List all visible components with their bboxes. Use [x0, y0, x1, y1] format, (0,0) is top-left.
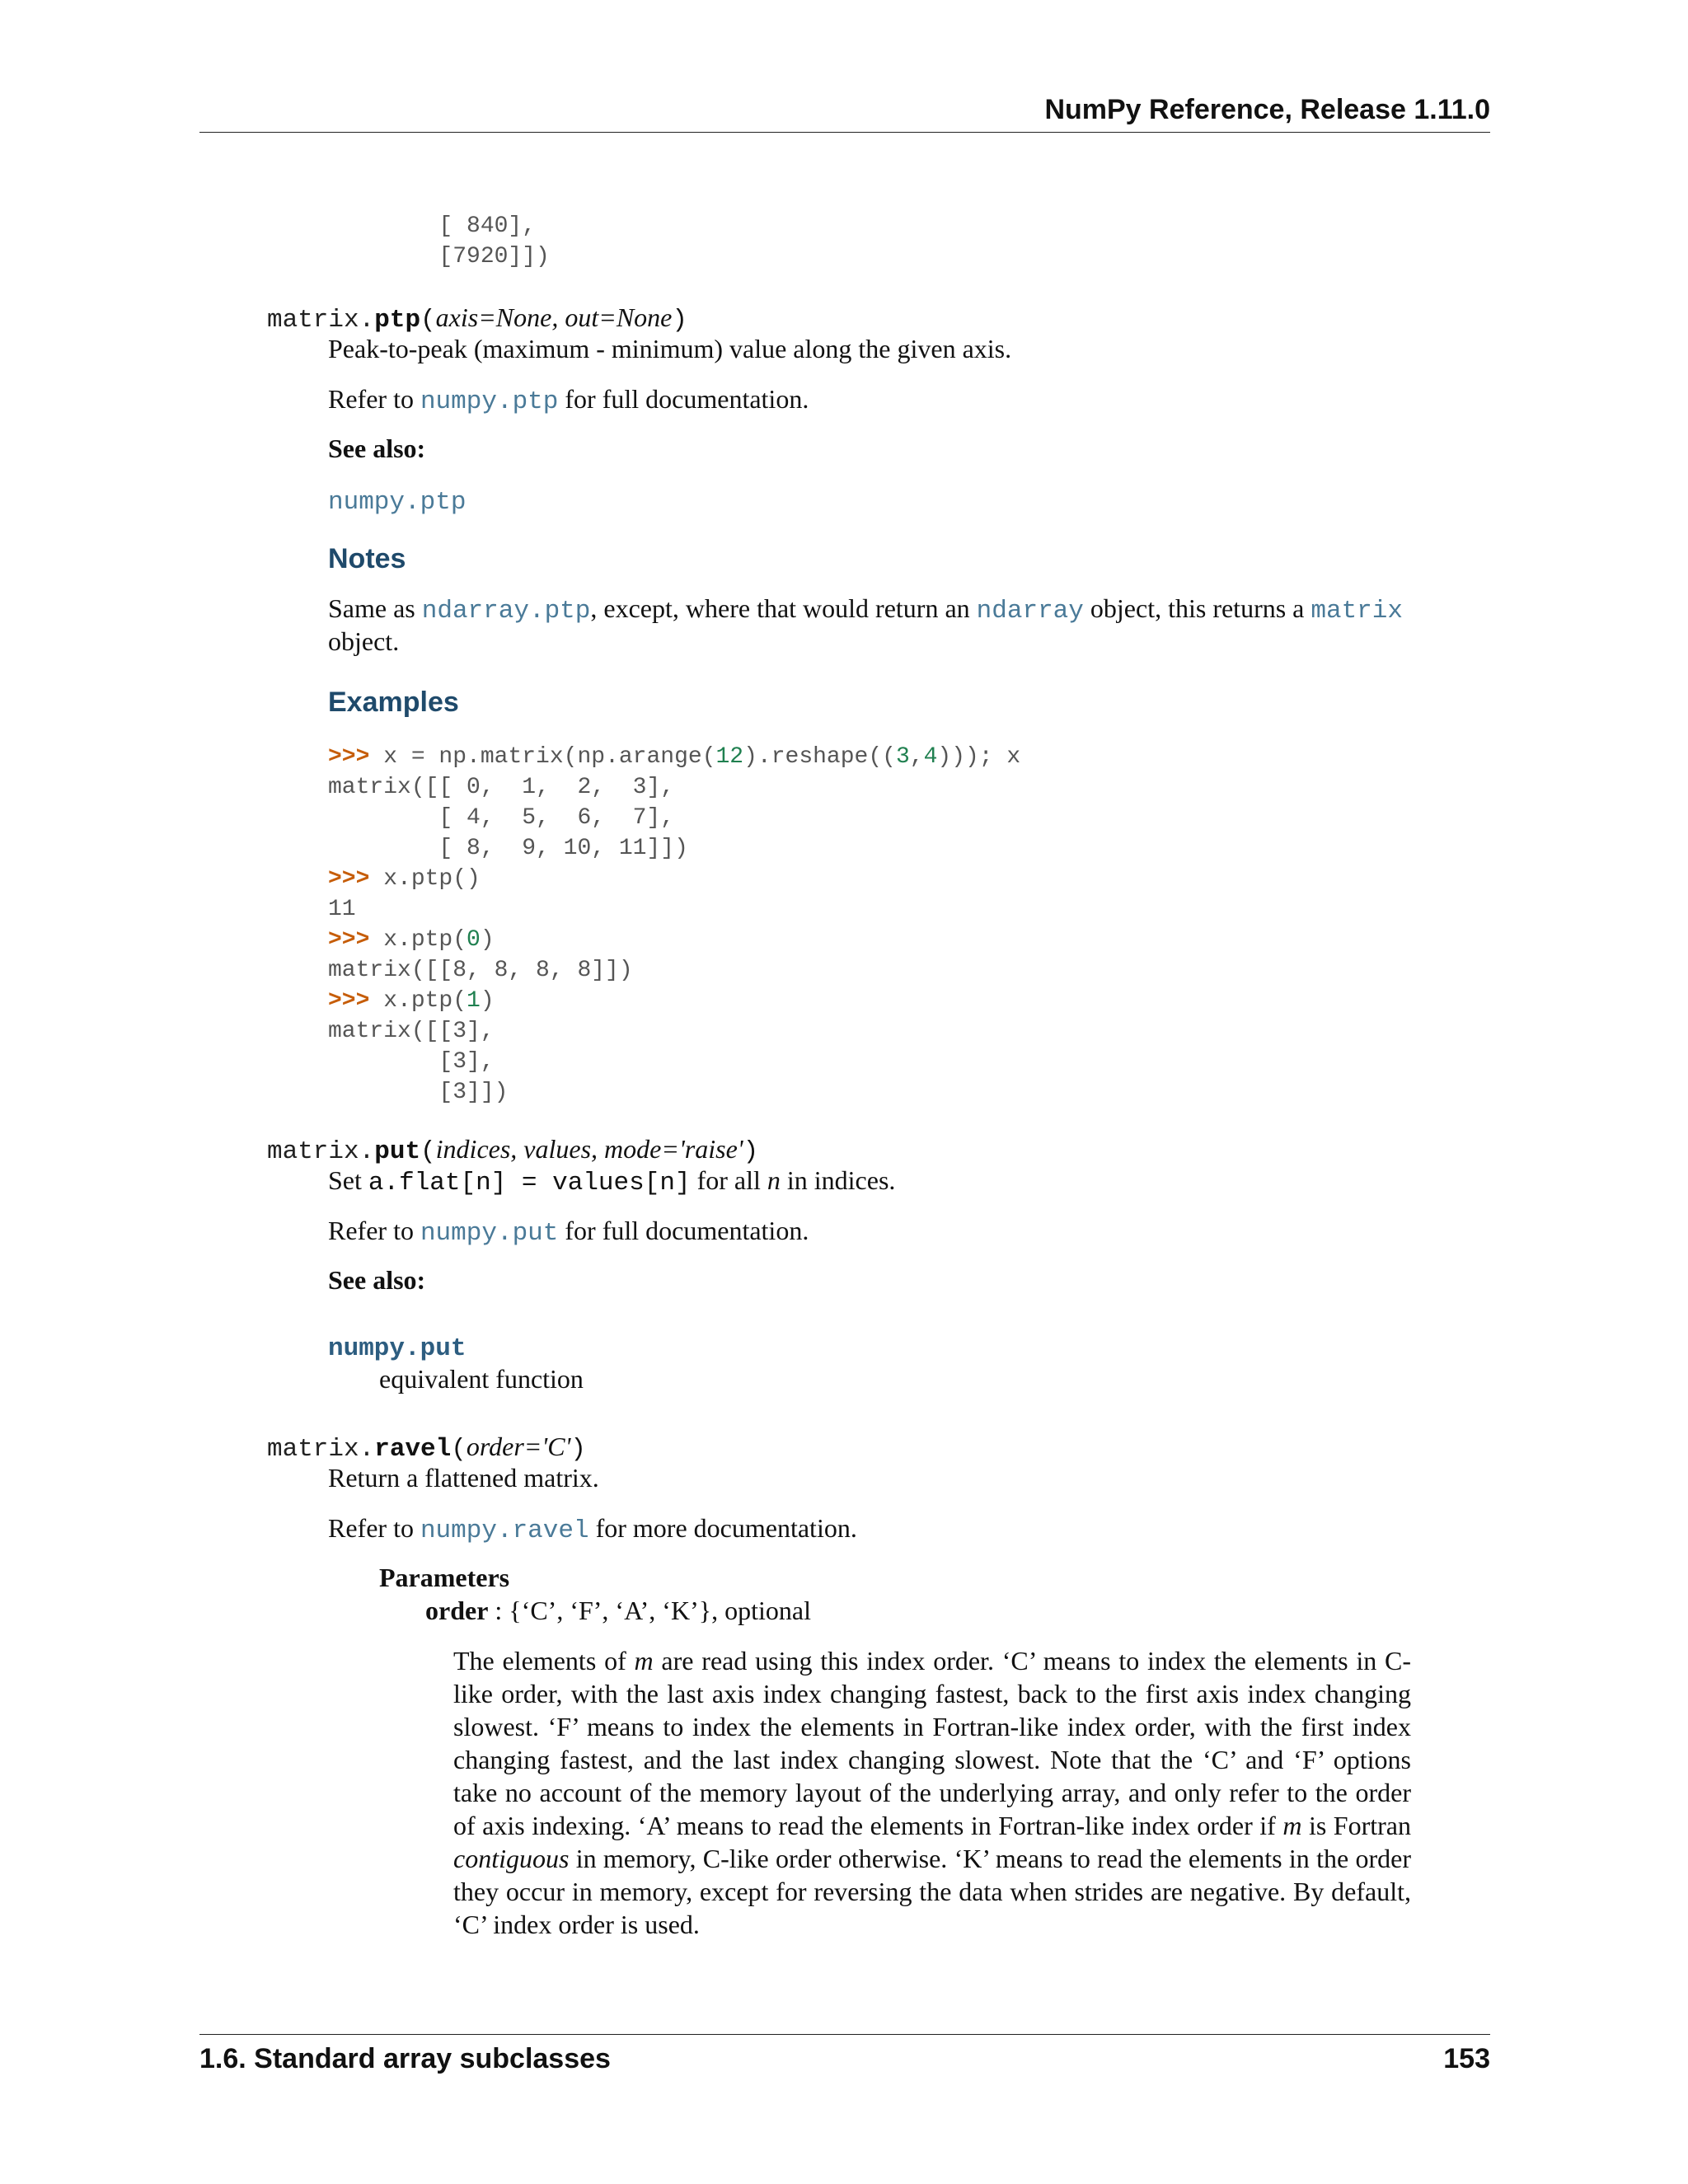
sig-class: matrix.	[267, 306, 375, 335]
summary-code: a.flat[n] = values[n]	[368, 1169, 691, 1197]
notes-text: object, this returns a	[1083, 593, 1311, 623]
desc-text: is Fortran	[1301, 1811, 1412, 1840]
link-matrix[interactable]: matrix	[1311, 597, 1403, 626]
close-paren: )	[672, 306, 687, 335]
summary-n: n	[767, 1165, 781, 1195]
code-prompt: >>>	[328, 988, 370, 1014]
code-prompt: >>>	[328, 866, 370, 892]
param-order-description	[453, 1644, 1411, 1941]
ravel-summary: Return a flattened matrix.	[328, 1463, 599, 1493]
notes-heading: Notes	[328, 543, 406, 574]
sig-params: axis=None, out=None	[435, 302, 673, 332]
page-header	[199, 91, 1490, 133]
link-numpy-put[interactable]: numpy.put	[420, 1219, 559, 1248]
put-summary	[328, 1165, 895, 1197]
link-numpy-ptp[interactable]: numpy.ptp	[420, 387, 559, 416]
sig-name: put	[374, 1137, 421, 1166]
refer-prefix: Refer to	[328, 1216, 420, 1245]
signature-ptp	[267, 302, 687, 335]
summary-text: for all	[690, 1165, 767, 1195]
signature-ravel	[267, 1432, 586, 1464]
desc-contiguous: contiguous	[453, 1844, 570, 1873]
signature-put	[267, 1134, 758, 1166]
page-number: 153	[1443, 2043, 1490, 2074]
summary-text: in indices.	[780, 1165, 896, 1195]
open-paren: (	[420, 1137, 436, 1166]
footer-section: 1.6. Standard array subclasses	[199, 2043, 611, 2074]
close-paren: )	[570, 1435, 587, 1464]
ravel-refer-line	[328, 1513, 857, 1545]
ptp-summary: Peak-to-peak (maximum - minimum) value along the given axis.	[328, 334, 1012, 363]
link-ndarray[interactable]: ndarray	[976, 597, 1084, 626]
notes-line-2: object.	[328, 626, 400, 656]
code-prompt: >>>	[328, 744, 370, 770]
desc-text: in memory, C-like order otherwise. ‘K’ means to read the elements in the order they occur in memory, except for reversing the data when strides are negative. By default, ‘C’ index order is used.	[453, 1844, 1411, 1939]
sig-name: ptp	[374, 306, 421, 335]
see-also-link-numpy-ptp[interactable]: numpy.ptp	[328, 488, 467, 517]
code-prompt: >>>	[328, 927, 370, 953]
put-see-also-label: See also:	[328, 1265, 426, 1295]
see-also-link-numpy-put[interactable]: numpy.put	[328, 1334, 467, 1363]
link-ndarray-ptp[interactable]: ndarray.ptp	[421, 597, 591, 626]
sig-class: matrix.	[267, 1435, 375, 1464]
put-refer-line	[328, 1216, 809, 1248]
desc-m: m	[1282, 1811, 1302, 1840]
ptp-refer-line	[328, 384, 809, 416]
page-footer	[199, 2034, 1490, 2075]
desc-text: are read using this index order. ‘C’ means to index the elements in C-like order, with the last axis index changing fastest, back to the first axis index changing slowest. ‘F’ means to index the elements in Fortran-like index order, with the first index changing fastest, and the last index changing slowest. Note that the ‘C’ and ‘F’ options take no account of the memory layout of the underlying array, and only refer to the order of axis indexing. ‘A’ means to read the elements in Fortran-like index order if	[453, 1646, 1412, 1840]
open-paren: (	[451, 1435, 467, 1464]
param-name: order	[425, 1596, 489, 1625]
param-order	[425, 1596, 811, 1626]
summary-text: Set	[328, 1165, 368, 1195]
refer-suffix: for more documentation.	[588, 1513, 857, 1543]
link-numpy-ravel[interactable]: numpy.ravel	[420, 1516, 589, 1545]
open-paren: (	[420, 306, 436, 335]
sig-params: indices, values, mode='raise'	[435, 1134, 743, 1164]
put-see-also-item	[328, 1331, 466, 1363]
notes-text: Same as	[328, 593, 422, 623]
refer-suffix: for full documentation.	[558, 1216, 809, 1245]
refer-suffix: for full documentation.	[558, 384, 809, 414]
parameters-label: Parameters	[379, 1563, 510, 1592]
sig-params: order='C'	[466, 1432, 571, 1461]
refer-prefix: Refer to	[328, 1513, 420, 1543]
refer-prefix: Refer to	[328, 384, 420, 414]
notes-text: , except, where that would return an	[590, 593, 977, 623]
sig-name: ravel	[374, 1435, 452, 1464]
param-type: : {‘C’, ‘F’, ‘A’, ‘K’}, optional	[488, 1596, 811, 1625]
put-see-also-desc: equivalent function	[379, 1364, 584, 1394]
examples-heading: Examples	[328, 687, 459, 718]
examples-code-block: >>> x = np.matrix(np.arange(12).reshape((3,4))); x matrix([[ 0, 1, 2, 3], [ 4, 5, 6, 7], [ 8, 9, 10, 11]]) >>> x.ptp() 11 >>> x.ptp(0) matrix([[8, 8, 8, 8]]) >>> x.ptp(1) matrix([[3], [3], [3]])	[328, 744, 1021, 1105]
ptp-see-also-item	[328, 485, 466, 517]
desc-text: The elements of	[453, 1646, 635, 1675]
close-paren: )	[743, 1137, 759, 1166]
code-block-previous-tail: [ 840], [7920]])	[438, 213, 550, 269]
ptp-see-also-label: See also:	[328, 434, 426, 463]
sig-class: matrix.	[267, 1137, 375, 1166]
running-title: NumPy Reference, Release 1.11.0	[1044, 94, 1490, 125]
notes-line-1	[328, 593, 1403, 626]
desc-m: m	[634, 1646, 654, 1675]
